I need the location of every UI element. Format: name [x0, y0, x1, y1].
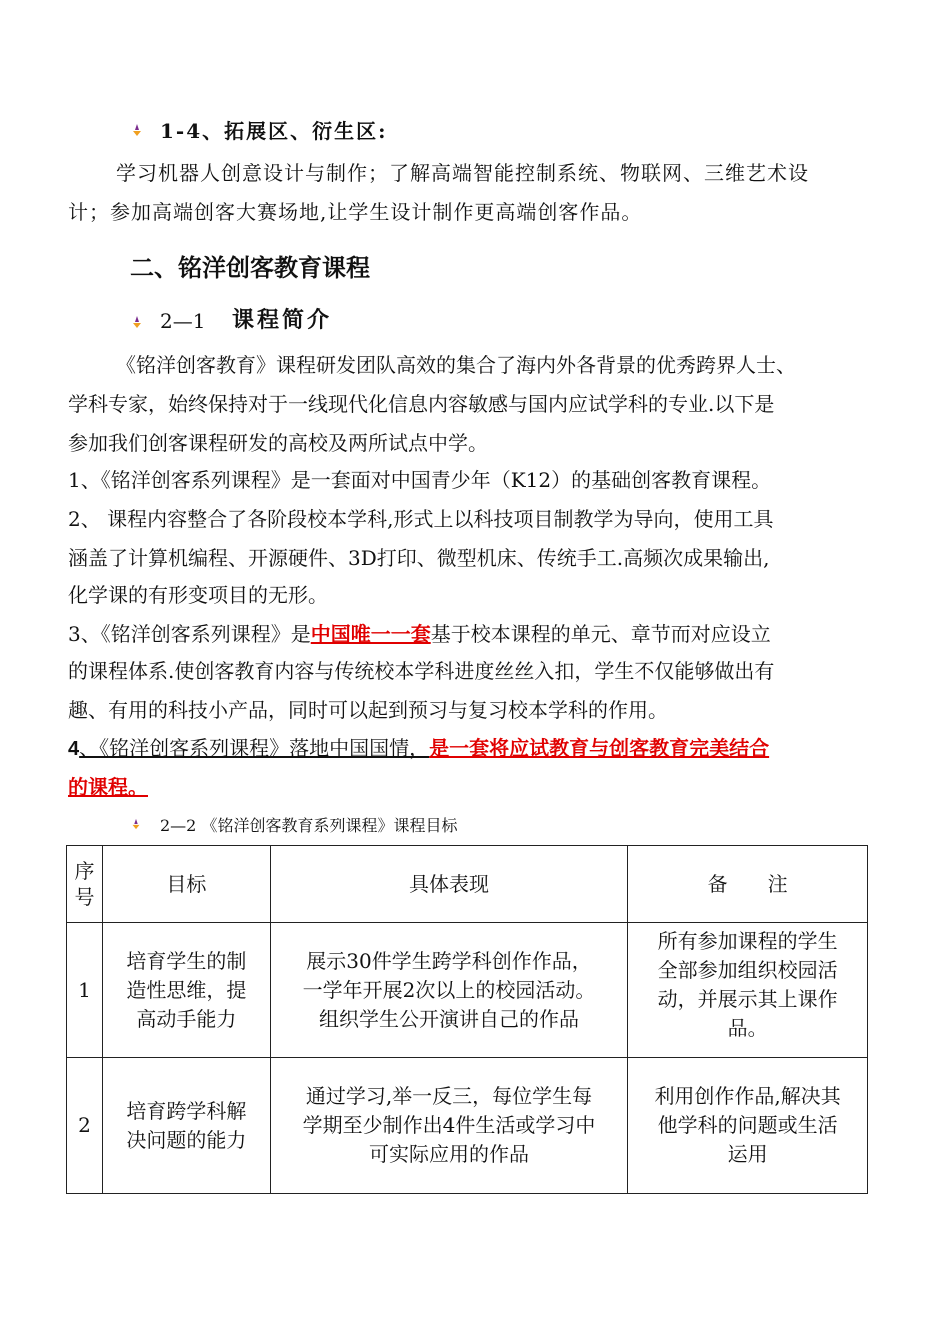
list-item-4-prefix: 、《铭洋创客系列课程》落地中国国情，: [79, 736, 430, 760]
cell-line: 品。: [727, 1016, 768, 1040]
header-number-line: 号: [74, 885, 95, 909]
list-item-2-line: 涵盖了计算机编程、开源硬件、3D打印、微型机床、传统手工.高频次成果输出,: [68, 546, 770, 570]
section-2-heading: 二、铭洋创客教育课程: [130, 254, 370, 282]
cell-line: 所有参加课程的学生: [657, 929, 838, 953]
subsection-2-1-number: 2—1: [160, 309, 206, 333]
header-cell-goal: 目标: [102, 846, 270, 923]
row-number-cell: 1: [67, 923, 103, 1058]
table-header-row: [67, 846, 868, 923]
table-row: [67, 1058, 868, 1194]
cell-line: 一学年开展2次以上的校园活动。: [302, 977, 596, 1002]
row-detail-cell: [270, 923, 627, 1058]
header-cell-detail: 具体表现: [270, 846, 627, 923]
row-detail-cell: [270, 1058, 627, 1194]
subsection-2-1-title: 课程简介: [232, 307, 333, 333]
list-item-3-prefix: 3、《铭洋创客系列课程》是: [68, 622, 311, 646]
list-item-3-suffix: 基于校本课程的单元、章节而对应设立: [430, 622, 771, 646]
list-item-1: 1、《铭洋创客系列课程》是一套面对中国青少年（K12）的基础创客教育课程。: [68, 468, 772, 492]
header-cell-note: 备 注: [628, 846, 868, 923]
row-goal-cell: [102, 1058, 270, 1194]
cell-line: 运用: [727, 1142, 768, 1166]
section-1-4-heading: 1-4、拓展区、衍生区:: [160, 119, 388, 143]
intro-paragraph-line: 《铭洋创客教育》课程研发团队高效的集合了海内外各背景的优秀跨界人士、: [116, 353, 796, 377]
list-item-2-line: 化学课的有形变项目的无形。: [68, 583, 328, 607]
diamond-bullet-icon: [130, 123, 144, 137]
section-1-4-paragraph-line: 学习机器人创意设计与制作；了解高端智能控制系统、物联网、三维艺术设: [116, 161, 809, 185]
header-number-line: 序: [74, 859, 95, 883]
cell-line: 高动手能力: [136, 1006, 237, 1031]
cell-line: 造性思维，提: [126, 977, 247, 1002]
header-cell-number: [67, 846, 103, 923]
table-row: [67, 923, 868, 1058]
cell-line: 培育跨学科解: [126, 1098, 247, 1123]
intro-paragraph-line: 学科专家，始终保持对于一线现代化信息内容敏感与国内应试学科的专业.以下是: [68, 392, 775, 416]
list-item-3-highlight: 中国唯一一套: [310, 622, 431, 646]
list-item-3-line: 趣、有用的科技小产品，同时可以起到预习与复习校本学科的作用。: [68, 698, 668, 722]
cell-line: 学期至少制作出4件生活或学习中: [302, 1113, 596, 1137]
row-goal-cell: [102, 923, 270, 1058]
cell-line: 通过学习,举一反三，每位学生每: [305, 1084, 593, 1108]
cell-line: 组织学生公开演讲自己的作品: [319, 1006, 579, 1031]
diamond-bullet-icon: [130, 818, 142, 830]
cell-line: 他学科的问题或生活: [657, 1113, 838, 1137]
cell-line: 动，并展示其上课作: [657, 987, 838, 1011]
list-item-3-line: [68, 621, 771, 647]
cell-line: 培育学生的制: [126, 948, 247, 973]
section-1-4-paragraph-line: 计；参加高端创客大赛场地,让学生设计制作更高端创客作品。: [68, 200, 643, 224]
row-note-cell: [628, 923, 868, 1058]
list-item-4-number: 4: [68, 738, 80, 760]
list-item-4-highlight-line: 的课程。: [68, 775, 148, 799]
row-number-cell: 2: [67, 1058, 103, 1194]
list-item-3-line: 的课程体系.使创客教育内容与传统校本学科进度丝丝入扣，学生不仅能够做出有: [68, 659, 775, 683]
cell-line: 全部参加组织校园活: [657, 958, 838, 982]
list-item-2-line: 2、 课程内容整合了各阶段校本学科,形式上以科技项目制教学为导向，使用工具: [68, 507, 774, 531]
intro-paragraph-line: 参加我们创客课程研发的高校及两所试点中学。: [68, 431, 488, 455]
cell-line: 展示30件学生跨学科创作作品，: [306, 948, 592, 973]
course-goals-table: [66, 845, 868, 1194]
list-item-4-line: [68, 735, 769, 762]
subsection-2-2-title: 2—2 《铭洋创客教育系列课程》课程目标: [160, 816, 458, 835]
cell-line: 利用创作作品,解决其: [654, 1084, 841, 1108]
list-item-4-highlight: 是一套将应试教育与创客教育完美结合: [429, 736, 770, 760]
row-note-cell: [628, 1058, 868, 1194]
cell-line: 可实际应用的作品: [369, 1142, 529, 1166]
diamond-bullet-icon: [130, 315, 144, 329]
cell-line: 决问题的能力: [126, 1127, 247, 1152]
